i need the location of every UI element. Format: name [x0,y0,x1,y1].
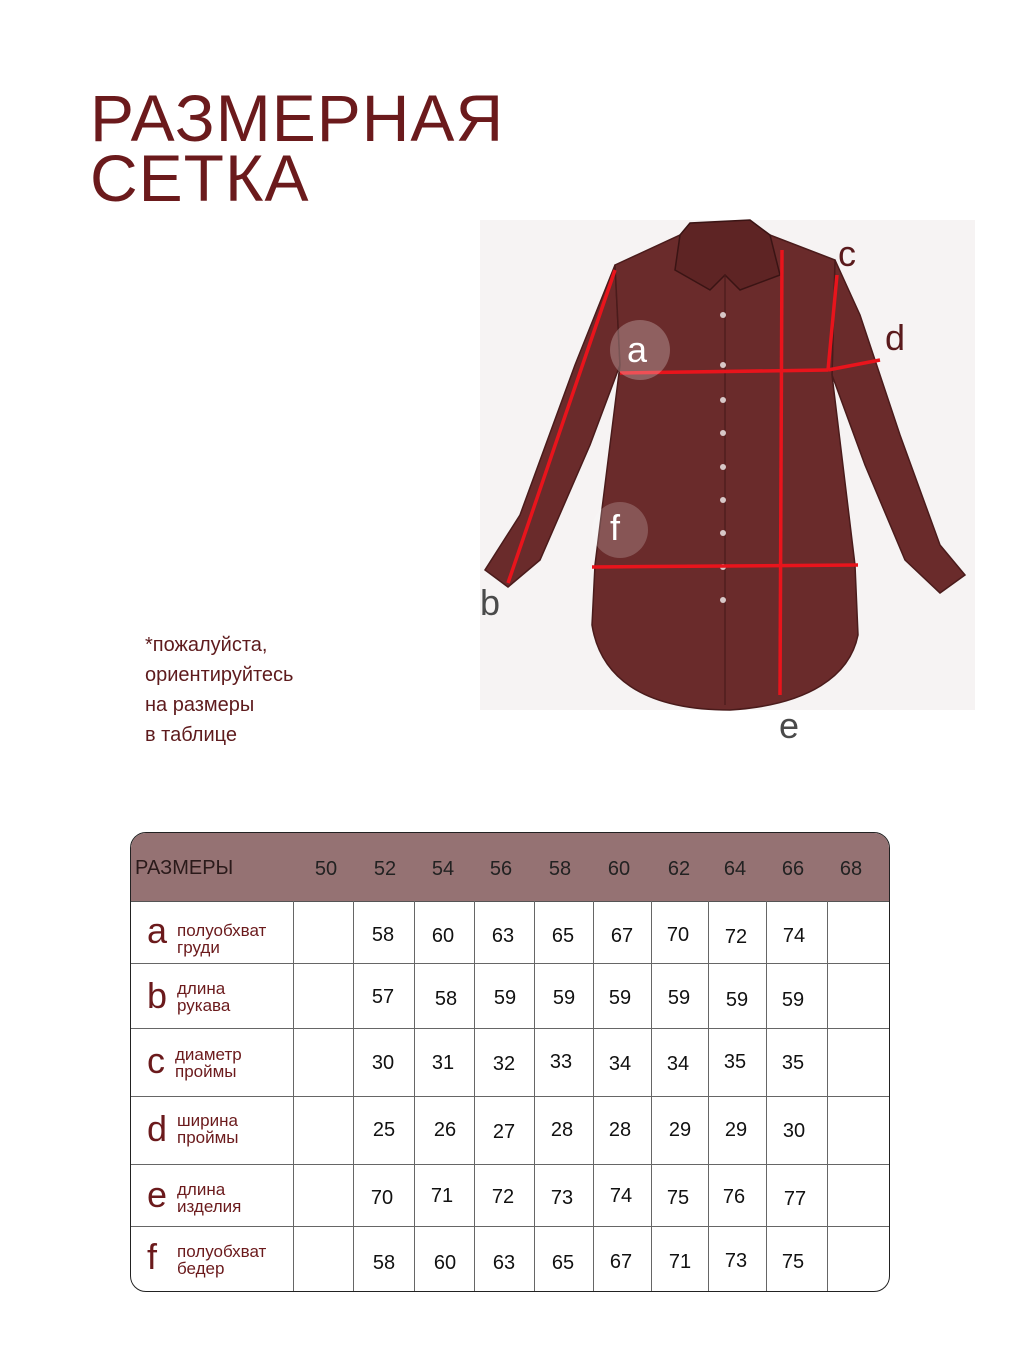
table-cell: 76 [722,1186,746,1208]
table-cell: 28 [550,1119,574,1141]
table-cell: 59 [725,989,749,1011]
table-cell: 74 [782,925,806,947]
table-row [131,1097,889,1165]
table-cell: 59 [781,989,805,1011]
note-line-2: ориентируйтесь [145,664,294,686]
size-header: 56 [489,858,513,880]
measure-e-line [780,250,782,695]
size-header: 50 [314,858,338,880]
table-cell: 73 [724,1250,748,1272]
table-cell: 71 [430,1185,454,1207]
label-e: e [779,705,800,746]
table-cell: 65 [551,1252,575,1274]
table-cell: 29 [668,1119,692,1141]
table-cell: 71 [668,1251,692,1273]
label-c: c [838,233,856,274]
table-cell: 59 [552,987,576,1009]
table-cell: 67 [609,1251,633,1273]
table-cell: 75 [781,1251,805,1273]
note-line-4: в таблице [145,724,237,746]
table-row [131,1227,889,1291]
table-cell: 59 [608,987,632,1009]
row-description: длина рукава [177,979,231,1015]
size-header: 66 [781,858,805,880]
table-row [131,901,889,964]
row-description: полуобхват бедер [177,1242,267,1278]
table-cell: 77 [783,1188,807,1210]
header-label: РАЗМЕРЫ [135,857,234,879]
size-header: 68 [839,858,863,880]
size-header: 52 [373,858,397,880]
table-cell: 35 [723,1051,747,1073]
row-description: полуобхват груди [177,921,267,957]
table-cell: 60 [433,1252,457,1274]
table-cell: 34 [666,1053,690,1075]
title-line-1: РАЗМЕРНАЯ [90,81,505,155]
measure-f-line [592,565,858,567]
table-cell: 35 [781,1052,805,1074]
table-cell: 60 [431,925,455,947]
table-row [131,1165,889,1227]
shirt-diagram [480,215,980,745]
table-header [131,833,889,902]
table-cell: 58 [372,1252,396,1274]
title-line-2: СЕТКА [90,141,310,215]
row-description: длина изделия [177,1180,242,1216]
table-row [131,1029,889,1097]
row-letter: c [147,1040,165,1081]
table-cell: 57 [371,986,395,1008]
table-cell: 67 [610,925,634,947]
table-cell: 63 [492,1252,516,1274]
size-header: 64 [723,858,747,880]
table-cell: 59 [667,987,691,1009]
table-cell: 30 [371,1052,395,1074]
table-cell: 65 [551,925,575,947]
size-table [130,832,890,1292]
row-letter: d [147,1108,168,1149]
table-cell: 72 [724,926,748,948]
table-cell: 70 [666,924,690,946]
row-letter: e [147,1174,168,1215]
table-cell: 34 [608,1053,632,1075]
size-header: 54 [431,858,455,880]
page-title [90,81,505,215]
size-header: 62 [667,858,691,880]
row-description: ширина проймы [177,1111,239,1147]
table-cell: 33 [549,1051,573,1073]
table-cell: 27 [492,1121,516,1143]
table-cell: 25 [372,1119,396,1141]
size-header: 58 [548,858,572,880]
table-cell: 30 [782,1120,806,1142]
note-line-3: на размеры [145,694,255,716]
table-row [131,964,889,1029]
size-header: 60 [607,858,631,880]
label-a: a [627,329,648,370]
label-b: b [480,582,501,623]
label-f: f [610,507,621,548]
table-cell: 31 [431,1052,455,1074]
table-cell: 59 [493,987,517,1009]
size-note [145,630,293,750]
row-letter: b [147,975,168,1016]
row-description: диаметр проймы [175,1045,242,1081]
table-cell: 26 [433,1119,457,1141]
table-cell: 73 [550,1187,574,1209]
table-cell: 75 [666,1187,690,1209]
table-cell: 58 [371,924,395,946]
table-cell: 74 [609,1185,633,1207]
table-cell: 32 [492,1053,516,1075]
note-line-1: *пожалуйста, [145,634,268,656]
row-letter: a [147,910,168,951]
table-cell: 28 [608,1119,632,1141]
table-cell: 63 [491,925,515,947]
row-letter: f [147,1236,158,1277]
table-cell: 29 [724,1119,748,1141]
table-cell: 58 [434,988,458,1010]
table-cell: 70 [370,1187,394,1209]
label-d: d [885,317,906,358]
table-cell: 72 [491,1186,515,1208]
